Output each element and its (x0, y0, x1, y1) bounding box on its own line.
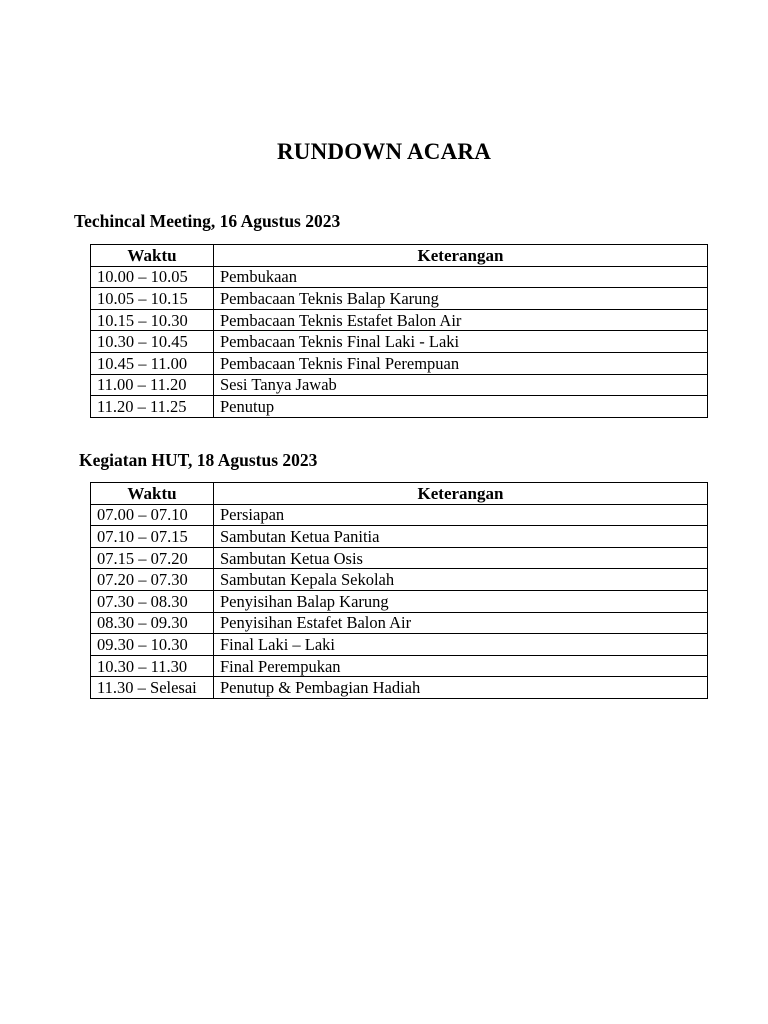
time-cell: 11.30 – Selesai (91, 677, 214, 699)
table-row (91, 396, 708, 418)
table-row (91, 677, 708, 699)
description-cell: Final Perempukan (214, 655, 708, 677)
column-header-waktu: Waktu (91, 245, 214, 267)
description-cell: Sesi Tanya Jawab (214, 374, 708, 396)
table-row (91, 634, 708, 656)
description-cell: Pembacaan Teknis Estafet Balon Air (214, 309, 708, 331)
time-cell: 08.30 – 09.30 (91, 612, 214, 634)
header-cell-border-extension (706, 483, 708, 505)
description-cell: Pembukaan (214, 266, 708, 288)
description-cell: Penyisihan Balap Karung (214, 590, 708, 612)
description-cell: Penutup (214, 396, 708, 418)
column-header-keterangan: Keterangan (214, 245, 708, 267)
table-row (91, 590, 708, 612)
table-row (91, 288, 708, 310)
time-cell: 09.30 – 10.30 (91, 634, 214, 656)
time-cell: 11.20 – 11.25 (91, 396, 214, 418)
table-row (91, 655, 708, 677)
time-cell: 07.15 – 07.20 (91, 547, 214, 569)
page-title: RUNDOWN ACARA (276, 139, 492, 164)
description-cell: Sambutan Ketua Panitia (214, 526, 708, 548)
time-cell: 10.05 – 10.15 (91, 288, 214, 310)
column-header-waktu: Waktu (91, 483, 214, 505)
table-row (91, 266, 708, 288)
section-heading-technical-meeting: Techincal Meeting, 16 Agustus 2023 (74, 211, 341, 231)
table-row (91, 504, 708, 526)
description-cell: Persiapan (214, 504, 708, 526)
description-cell: Pembacaan Teknis Final Perempuan (214, 352, 708, 374)
schedule-table-kegiatan-hut (90, 482, 708, 699)
time-cell: 10.15 – 10.30 (91, 309, 214, 331)
column-header-keterangan (214, 483, 708, 505)
time-cell: 07.10 – 07.15 (91, 526, 214, 548)
table-row (91, 547, 708, 569)
section-heading-kegiatan-hut: Kegiatan HUT, 18 Agustus 2023 (79, 450, 318, 470)
time-cell: 10.45 – 11.00 (91, 352, 214, 374)
time-cell: 11.00 – 11.20 (91, 374, 214, 396)
table-row (91, 331, 708, 353)
table-header-row (91, 245, 708, 267)
table-row (91, 352, 708, 374)
time-cell: 07.00 – 07.10 (91, 504, 214, 526)
table-row (91, 612, 708, 634)
table-header-row (91, 483, 708, 505)
time-cell: 07.20 – 07.30 (91, 569, 214, 591)
description-cell: Penutup & Pembagian Hadiah (214, 677, 708, 699)
time-cell: 07.30 – 08.30 (91, 590, 214, 612)
table-row (91, 374, 708, 396)
description-cell: Penyisihan Estafet Balon Air (214, 612, 708, 634)
description-cell: Final Laki – Laki (214, 634, 708, 656)
description-cell: Pembacaan Teknis Balap Karung (214, 288, 708, 310)
table-row (91, 569, 708, 591)
description-cell: Pembacaan Teknis Final Laki - Laki (214, 331, 708, 353)
time-cell: 10.00 – 10.05 (91, 266, 214, 288)
table-row (91, 526, 708, 548)
schedule-table-technical-meeting (90, 244, 708, 418)
column-header-keterangan-label: Keterangan (417, 483, 504, 503)
description-cell: Sambutan Kepala Sekolah (214, 569, 708, 591)
description-cell: Sambutan Ketua Osis (214, 547, 708, 569)
table-row (91, 309, 708, 331)
time-cell: 10.30 – 10.45 (91, 331, 214, 353)
time-cell: 10.30 – 11.30 (91, 655, 214, 677)
